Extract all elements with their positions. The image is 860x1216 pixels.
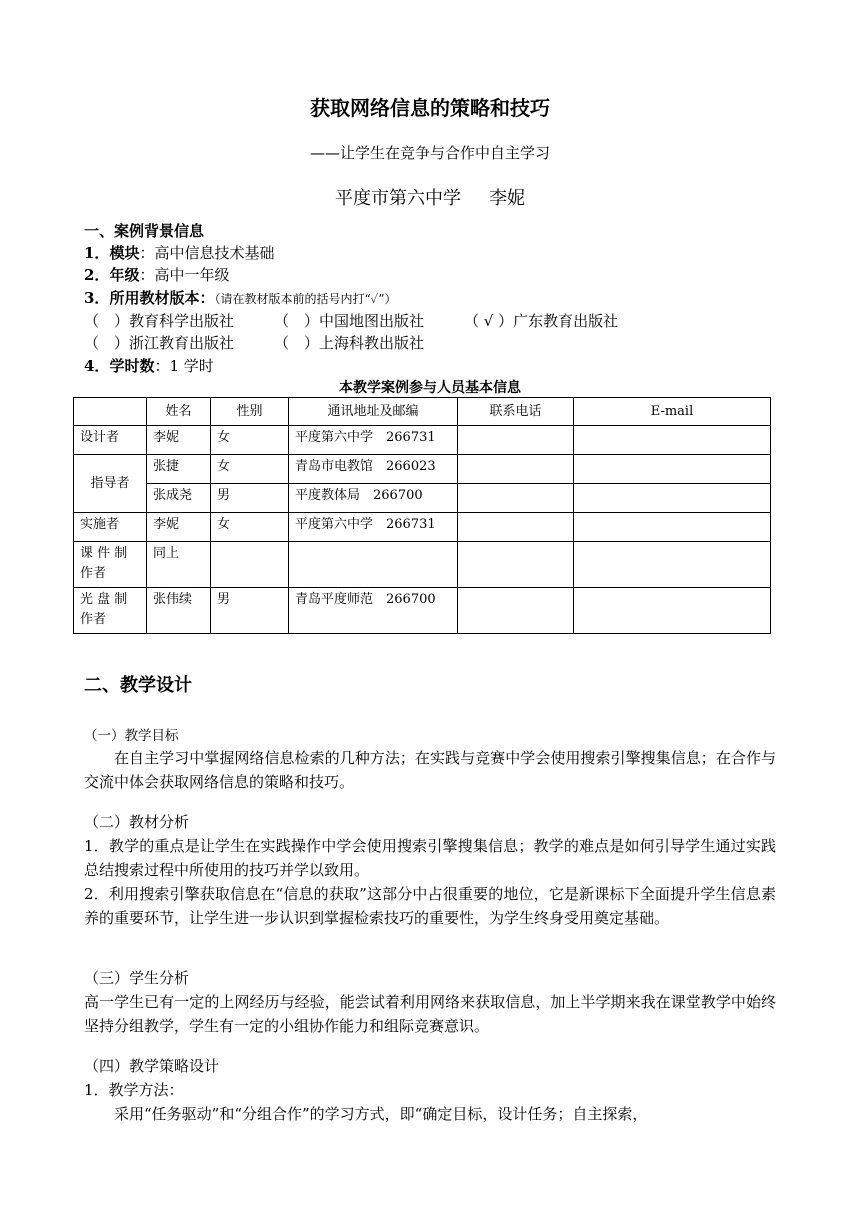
material-heading: （二）教材分析 (84, 813, 190, 831)
author-name: 李妮 (489, 188, 525, 209)
table-cell: 张成尧 (147, 484, 211, 513)
table-header-cell: E-mail (574, 398, 771, 426)
table-cell: 女 (211, 513, 289, 542)
method-label: 1．教学方法： (84, 1081, 184, 1099)
student-heading: （三）学生分析 (84, 969, 190, 987)
table-row (74, 426, 771, 455)
table-row (74, 542, 771, 588)
table-cell: 李妮 (147, 513, 211, 542)
table-header-cell (74, 398, 147, 426)
table-cell (574, 426, 771, 455)
table-cell: 张捷 (147, 455, 211, 484)
table-cell (574, 513, 771, 542)
table-cell: 指导者 (74, 455, 147, 513)
table-cell: 张伟续 (147, 588, 211, 634)
publisher-options-row2 (84, 332, 424, 353)
strategy-heading: （四）教学策略设计 (84, 1057, 220, 1075)
publisher-option: （ ）上海科教出版社 (274, 334, 425, 352)
table-cell (574, 455, 771, 484)
table-cell: 女 (211, 455, 289, 484)
table-cell: 同上 (147, 542, 211, 588)
table-cell (458, 426, 574, 455)
table-cell (458, 588, 574, 634)
table-cell: 平度第六中学 266731 (289, 513, 458, 542)
publisher-option: （ ）教育科学出版社 (84, 312, 235, 330)
table-cell: 平度教体局 266700 (289, 484, 458, 513)
author-school: 平度市第六中学 (335, 188, 461, 209)
table-cell: 青岛市电教馆 266023 (289, 455, 458, 484)
section1-heading: 一、案例背景信息 (84, 222, 205, 240)
table-cell: 平度第六中学 266731 (289, 426, 458, 455)
table-header-cell: 性别 (211, 398, 289, 426)
participants-table (73, 397, 771, 634)
table-caption: 本教学案例参与人员基本信息 (339, 380, 521, 396)
table-header-cell: 通讯地址及邮编 (289, 398, 458, 426)
table-cell (289, 542, 458, 588)
method-text: 采用“任务驱动”和“分组合作”的学习方式，即“确定目标，设计任务；自主探索， (114, 1105, 648, 1123)
goal-heading: （一）教学目标 (84, 728, 179, 744)
table-row (74, 588, 771, 634)
section2-heading: 二、教学设计 (84, 675, 192, 696)
table-header-cell: 联系电话 (458, 398, 574, 426)
table-cell (458, 513, 574, 542)
table-cell: 课 件 制作者 (74, 542, 147, 588)
goal-text: 在自主学习中掌握网络信息检索的几种方法；在实践与竞赛中学会使用搜索引擎搜集信息；在合作与交流中体会获取网络信息的策略和技巧。 (84, 749, 776, 791)
background-item-grade: 2．年级：高中一年级 (84, 266, 230, 284)
publisher-options-row1 (84, 310, 618, 331)
material-point-1: 1．教学的重点是让学生在实践操作中学会使用搜索引擎搜集信息；教学的难点是如何引导学生通过实践总结搜索过程中所使用的技巧并学以致用。 (84, 837, 776, 879)
publisher-option: （ ）浙江教育出版社 (84, 334, 235, 352)
table-cell (574, 588, 771, 634)
background-item-hours: 4．学时数：1 学时 (84, 357, 214, 375)
student-text: 高一学生已有一定的上网经历与经验，能尝试着利用网络来获取信息，加上半学期来我在课堂教学中始终坚持分组教学，学生有一定的小组协作能力和组际竞赛意识。 (84, 993, 776, 1035)
table-row (74, 455, 771, 484)
table-header-row (74, 398, 771, 426)
table-cell: 男 (211, 588, 289, 634)
table-cell: 光 盘 制作者 (74, 588, 147, 634)
table-cell (211, 542, 289, 588)
author-line (0, 184, 860, 210)
background-item-textbook: 3．所用教材版本：（请在教材版本前的括号内打“✓”） (84, 289, 397, 307)
table-cell: 男 (211, 484, 289, 513)
page-title: 获取网络信息的策略和技巧 (310, 96, 550, 120)
table-cell (458, 455, 574, 484)
table-row (74, 484, 771, 513)
background-item-module: 1．模块：高中信息技术基础 (84, 244, 275, 262)
table-cell: 女 (211, 426, 289, 455)
publisher-option: （ ）中国地图出版社 (274, 312, 425, 330)
table-cell: 青岛平度师范 266700 (289, 588, 458, 634)
table-cell (458, 484, 574, 513)
publisher-option: （ √ ）广东教育出版社 (464, 312, 619, 330)
table-row (74, 513, 771, 542)
table-cell: 实施者 (74, 513, 147, 542)
table-cell (574, 542, 771, 588)
table-cell (574, 484, 771, 513)
material-point-2: 2．利用搜索引擎获取信息在“信息的获取”这部分中占很重要的地位，它是新课标下全面提升学生信息素养的重要环节，让学生进一步认识到掌握检索技巧的重要性，为学生终身受用奠定基础。 (84, 885, 776, 927)
table-cell: 设计者 (74, 426, 147, 455)
table-cell: 李妮 (147, 426, 211, 455)
page-subtitle: ——让学生在竞争与合作中自主学习 (309, 144, 550, 162)
table-cell (458, 542, 574, 588)
table-header-cell: 姓名 (147, 398, 211, 426)
